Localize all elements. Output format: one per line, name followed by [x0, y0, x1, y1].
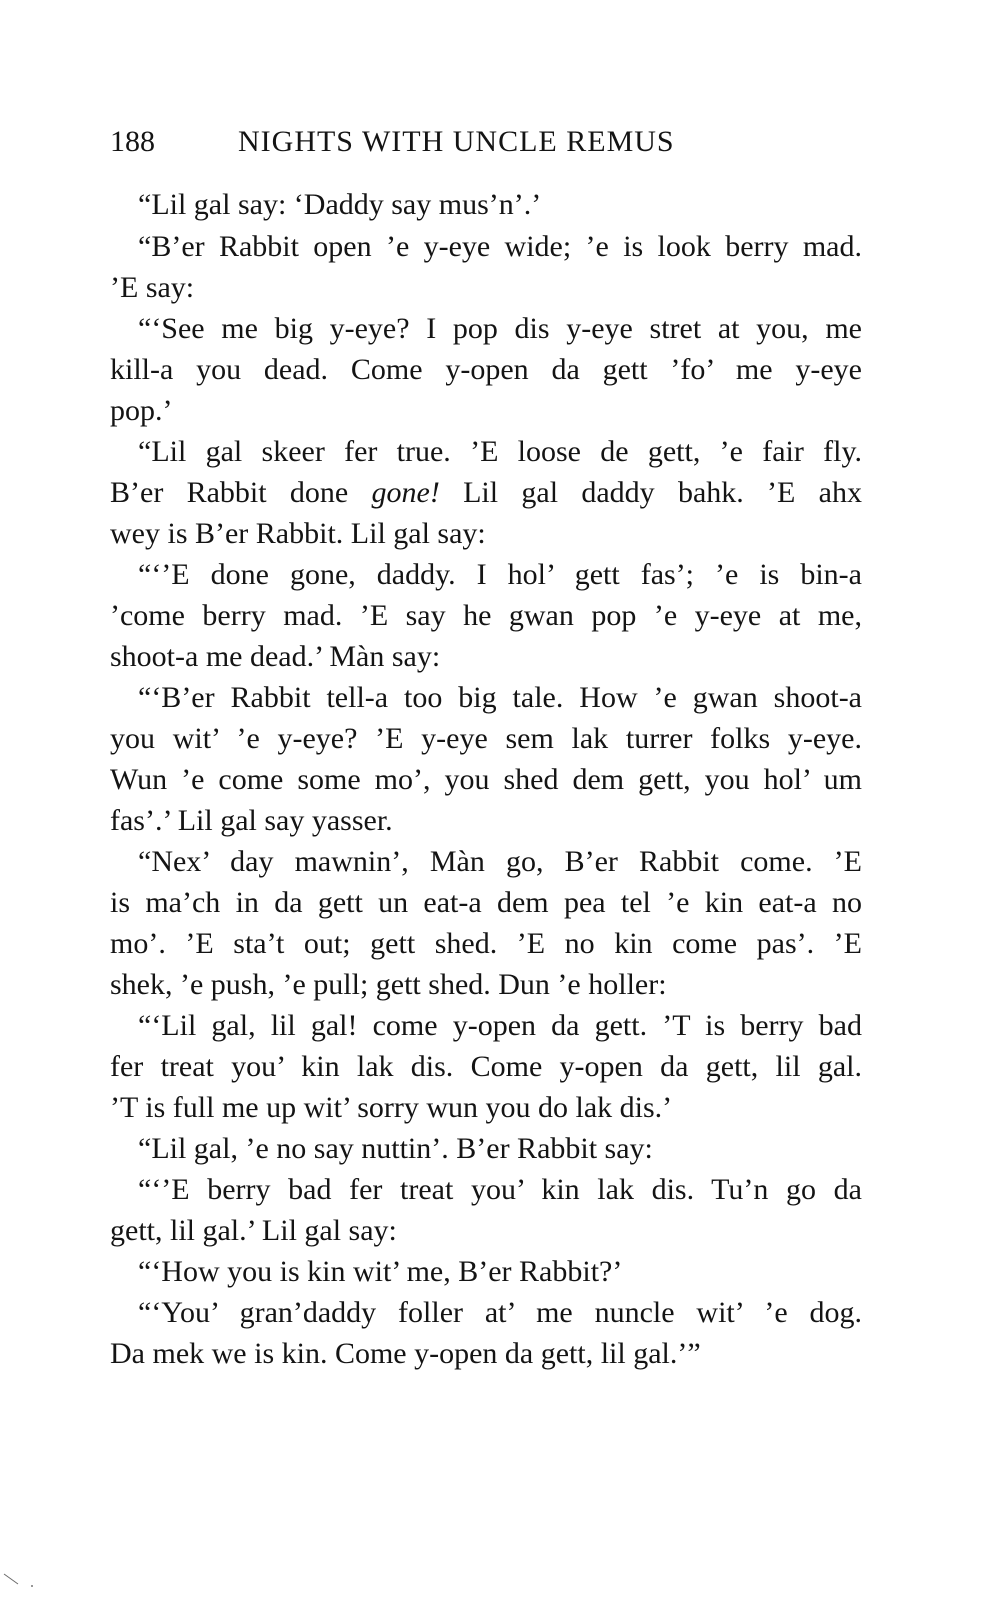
text-line: mo’. ’E sta’t out; gett shed. ’E no kin come pas’. ’E — [110, 927, 862, 960]
text-line: “‘B’er Rabbit tell-a too big tale. How ’e gwan shoot-a — [138, 681, 862, 714]
text-line: is ma’ch in da gett un eat-a dem pea tel ’e kin eat-a no — [110, 886, 862, 919]
text-line: “‘You’ gran’daddy foller at’ me nuncle wit’ ’e dog. — [138, 1296, 862, 1329]
text-line: “Lil gal say: ‘Daddy say mus’n’.’ — [138, 188, 542, 221]
text-line: pop.’ — [110, 394, 173, 427]
text-line: shoot-a me dead.’ Màn say: — [110, 640, 441, 673]
text-line: gett, lil gal.’ Lil gal say: — [110, 1214, 397, 1247]
text-line: “B’er Rabbit open ’e y-eye wide; ’e is look berry mad. — [138, 230, 862, 263]
text-line: “Lil gal, ’e no say nuttin’. B’er Rabbit say: — [138, 1132, 653, 1165]
text-line: “‘Lil gal, lil gal! come y-open da gett. ’T is berry bad — [138, 1009, 862, 1042]
text-line: “‘See me big y-eye? I pop dis y-eye stret at you, me — [138, 312, 862, 345]
text-line: wey is B’er Rabbit. Lil gal say: — [110, 517, 486, 550]
text-line: ’E say: — [110, 271, 195, 304]
paper-speck-marks — [0, 1560, 60, 1600]
running-title: NIGHTS WITH UNCLE REMUS — [238, 125, 675, 158]
text-line: shek, ’e push, ’e pull; gett shed. Dun ’e holler: — [110, 968, 667, 1001]
italic-word: gone! — [371, 476, 440, 509]
text-line: Wun ’e come some mo’, you shed dem gett, you hol’ um — [110, 763, 862, 796]
text-line: kill-a you dead. Come y-open da gett ’fo’ me y-eye — [110, 353, 862, 386]
text-line: fer treat you’ kin lak dis. Come y-open da gett, lil gal. — [110, 1050, 862, 1083]
text-line: “‘’E berry bad fer treat you’ kin lak dis. Tu’n go da — [138, 1173, 862, 1206]
text-line: “Lil gal skeer fer true. ’E loose de gett, ’e fair fly. — [138, 435, 862, 468]
text-line: ’T is full me up wit’ sorry wun you do lak dis.’ — [110, 1091, 673, 1124]
text-line: you wit’ ’e y-eye? ’E y-eye sem lak turrer folks y-eye. — [110, 722, 862, 755]
text-line: “‘How you is kin wit’ me, B’er Rabbit?’ — [138, 1255, 623, 1288]
text-line: ’come berry mad. ’E say he gwan pop ’e y-eye at me, — [110, 599, 862, 632]
page-header — [110, 118, 870, 166]
text-line: “Nex’ day mawnin’, Màn go, B’er Rabbit come. ’E — [138, 845, 862, 878]
text-line: Da mek we is kin. Come y-open da gett, lil gal.’” — [110, 1337, 701, 1370]
text-line: B’er Rabbit done gone! Lil gal daddy bahk. ’E ahx — [110, 476, 862, 509]
page-number: 188 — [110, 125, 155, 158]
text-line: “‘’E done gone, daddy. I hol’ gett fas’; ’e is bin-a — [138, 558, 862, 591]
text-line: fas’.’ Lil gal say yasser. — [110, 804, 393, 837]
